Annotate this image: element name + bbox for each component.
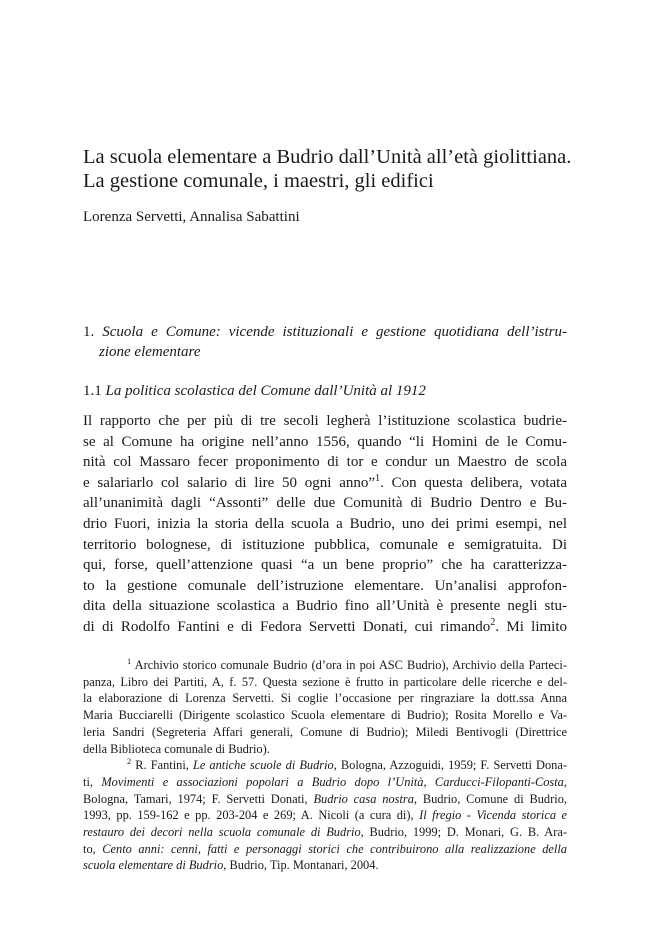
body-line: territorio bolognese, di istituzione pubblica, comunale e semigratuita. Di — [83, 536, 567, 553]
section-1-number: 1. — [83, 324, 95, 340]
body-line: di di Rodolfo Fantini e di Fedora Servetti Donati, cui rimando$^2$. Mi limito — [83, 616, 567, 635]
footnote-1-line: Maria Bucciarelli (Dirigente scolastico Scuola elementare di Budrio); Rosita Morello e Va- — [83, 708, 567, 723]
footnote-1-line: $^1$ Archivio storico comunale Budrio (d’ora in poi ASC Budrio), Archivio della Parteci- — [127, 655, 567, 672]
section-1-line-2 — [83, 342, 567, 362]
body-line: qui, forse, quell’attenzione quasi “a un bene proprio” che ha caratterizza- — [83, 557, 567, 574]
footnote-2-line: scuola elementare di Budrio, Budrio, Tip. Montanari, 2004. — [83, 858, 379, 873]
title-line-1: La scuola elementare a Budrio dall’Unità all’età giolittiana. — [83, 146, 572, 168]
footnote-2-line: ti, Movimenti e associazioni popolari a Budrio dopo l’Unità, Carducci-Filopanti-Costa, — [83, 774, 567, 789]
footnotes — [83, 657, 567, 874]
section-1-1-number: 1.1 — [83, 383, 102, 399]
body-line: all’unanimità dagli “Assonti” delle due Comunità di Budrio Dentro e Bu- — [83, 495, 567, 512]
body-line: se al Comune ha origine nell’anno 1556, quando “li Homini de le Comu- — [83, 433, 567, 450]
footnote-ref-1[interactable]: 1 — [375, 472, 381, 484]
footnote-ref-2[interactable]: 2 — [490, 616, 496, 628]
authors: Lorenza Servetti, Annalisa Sabattini — [83, 209, 300, 225]
section-1-1-heading — [83, 381, 567, 401]
section-1-1-title: La politica scolastica del Comune dall’Unità al 1912 — [105, 383, 426, 399]
section-1-heading — [83, 322, 567, 362]
title-line-2: La gestione comunale, i maestri, gli edifici — [83, 170, 434, 192]
footnote-2-number: 2 — [127, 756, 132, 767]
footnote-2-line: Bologna, Tamari, 1974; F. Servetti Donati, Budrio casa nostra, Budrio, Comune di Budrio, — [83, 791, 567, 806]
body-paragraph — [83, 411, 567, 638]
body-line: dita della situazione scolastica a Budrio fino all’Unità è presente negli stu- — [83, 598, 567, 615]
footnote-1-number: 1 — [127, 655, 132, 666]
footnote-1-line: leria Sandri (Segreteria Affari generali, Comune di Budrio); Miledi Bentivogli (Direttrice — [83, 724, 567, 739]
footnote-2-line: to, Cento anni: cenni, fatti e personaggi storici che contribuirono alla realizzazione della — [83, 841, 567, 856]
body-line: to la gestione comunale dell’istruzione elementare. Un’analisi approfon- — [83, 577, 567, 594]
footnote-2-line: restauro dei decori nella scuola comunale di Budrio, Budrio, 1999; D. Monari, G. B. Ara- — [83, 825, 567, 840]
footnote-2-line: $^2$ R. Fantini, Le antiche scuole di Budrio, Bologna, Azzoguidi, 1959; F. Servetti Dona- — [127, 756, 567, 773]
footnote-1-line: della Biblioteca comunale di Budrio). — [83, 741, 270, 756]
section-1-title-part-2: zione elementare — [99, 344, 201, 360]
footnote-1-line: panza, Libro dei Partiti, A, f. 57. Questa sezione è frutto in particolare delle ricerche e del- — [83, 674, 567, 689]
body-line: Il rapporto che per più di tre secoli legherà l’istituzione scolastica budrie- — [83, 413, 567, 429]
footnote-1-line: la elaborazione di Lorenza Servetti. Si coglie l’occasione per ringraziare la dott.ssa Anna — [83, 691, 567, 706]
section-1-line-1 — [83, 322, 567, 342]
article-title — [83, 145, 572, 193]
body-line: drio Fuori, inizia la storia della scuola a Budrio, uno dei primi esempi, nel — [83, 515, 567, 532]
body-line: nità col Massaro fecer proponimento di tor e condur un Maestro de scola — [83, 454, 567, 471]
body-line: e salariarlo col salario di lire 50 ogni anno”$^1$. Con questa delibera, votata — [83, 472, 567, 491]
section-1-title-part-1: Scuola e Comune: vicende istituzionali e gestione quotidiana dell’istru- — [102, 324, 567, 340]
footnote-2-line: 1993, pp. 159-162 e pp. 203-204 e 269; A. Nicoli (a cura di), Il fregio - Vicenda storica e — [83, 808, 568, 823]
